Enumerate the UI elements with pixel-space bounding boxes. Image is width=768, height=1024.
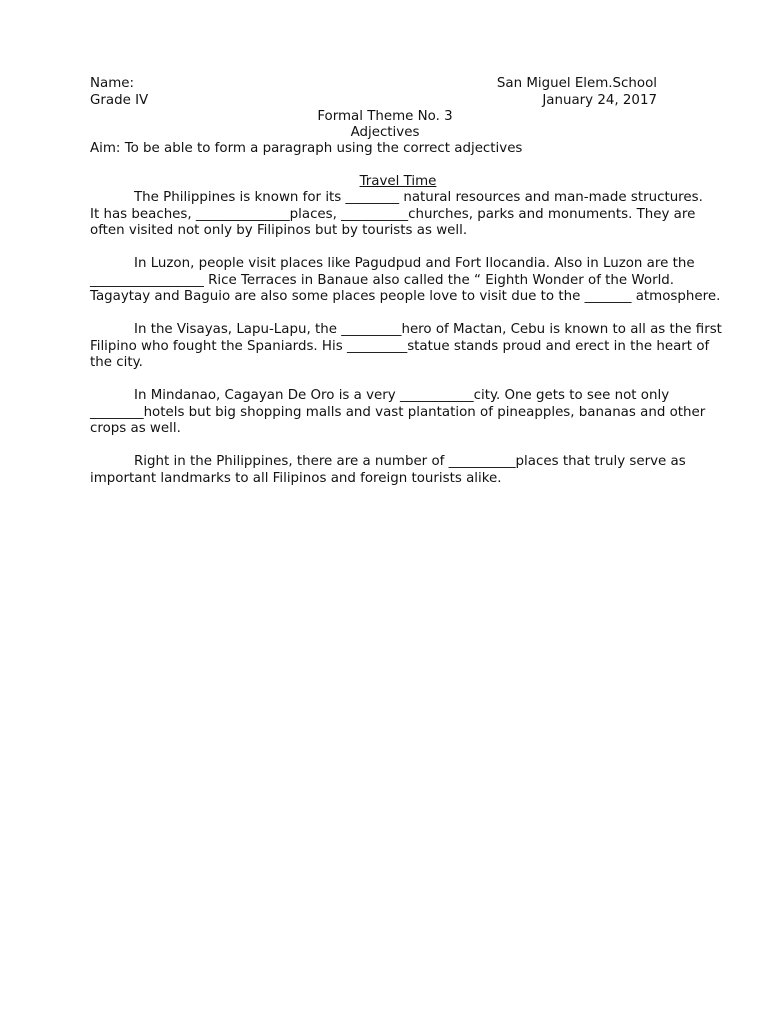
topic-title: Adjectives bbox=[350, 125, 420, 140]
theme-title: Formal Theme No. 3 bbox=[317, 109, 453, 124]
name-label: Name: bbox=[90, 76, 135, 91]
paragraph-5 bbox=[90, 454, 720, 487]
paragraph-line: the city. bbox=[90, 355, 143, 371]
paragraph-line: In Luzon, people visit places like Pagudpud and Fort Ilocandia. Also in Luzon are the bbox=[134, 256, 695, 271]
paragraph-line: often visited not only by Filipinos but by tourists as well. bbox=[90, 223, 468, 239]
paragraph-line: In the Visayas, Lapu-Lapu, the _________hero of Mactan, Cebu is known to all as the first bbox=[134, 322, 722, 337]
paragraph-4 bbox=[90, 388, 720, 438]
grade-level: Grade IV bbox=[90, 93, 149, 108]
paragraph-line: crops as well. bbox=[90, 421, 181, 437]
paragraph-3 bbox=[90, 322, 720, 372]
paragraph-line: The Philippines is known for its ________ natural resources and man-made structures. bbox=[134, 190, 703, 205]
paragraph-line: It has beaches, ______________places, __________churches, parks and monuments. They are bbox=[90, 206, 696, 222]
paragraph-line: Tagaytay and Baguio are also some places people love to visit due to the _______ atmosphere. bbox=[90, 289, 721, 305]
paragraph-line: important landmarks to all Filipinos and foreign tourists alike. bbox=[90, 470, 502, 486]
story-title-text: Travel Time bbox=[359, 174, 437, 189]
paragraph-line: Right in the Philippines, there are a number of __________places that truly serve as bbox=[134, 454, 686, 469]
paragraph-2 bbox=[90, 256, 720, 306]
paragraph-line: _________________ Rice Terraces in Banaue also called the “ Eighth Wonder of the World. bbox=[90, 272, 675, 288]
aim-statement: Aim: To be able to form a paragraph using the correct adjectives bbox=[90, 141, 523, 156]
header-row-2 bbox=[90, 93, 657, 110]
worksheet-date: January 24, 2017 bbox=[542, 93, 657, 108]
story-title bbox=[90, 174, 706, 191]
paragraph-1 bbox=[90, 190, 720, 240]
paragraph-line: ________hotels but big shopping malls and vast plantation of pineapples, bananas and other bbox=[90, 404, 706, 420]
school-name: San Miguel Elem.School bbox=[496, 76, 657, 91]
header-row-1 bbox=[90, 76, 657, 93]
paragraph-line: In Mindanao, Cagayan De Oro is a very ___________city. One gets to see not only bbox=[134, 388, 670, 403]
paragraph-line: Filipino who fought the Spaniards. His _________statue stands proud and erect in the heart of bbox=[90, 338, 710, 354]
